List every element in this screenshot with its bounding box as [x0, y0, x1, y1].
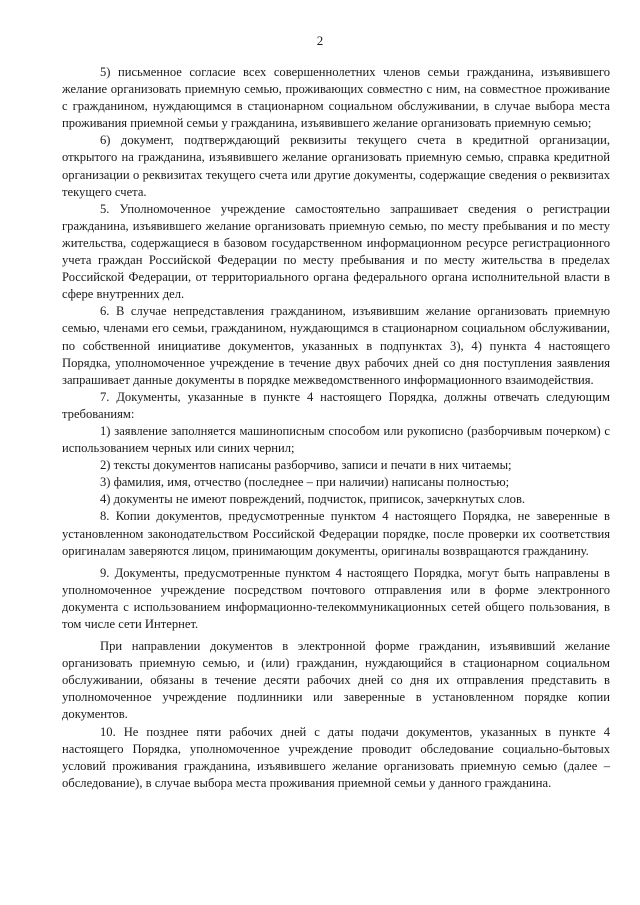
paragraph-requirement-1: 1) заявление заполняется машинописным способом или рукописно (разборчивым почерком) с использованием черных или синих чернил; [62, 423, 610, 456]
paragraph-clause-10: 10. Не позднее пяти рабочих дней с даты подачи документов, указанных в пункте 4 настоящего Порядка, уполномоченное учреждение проводит обследование социально-бытовых условий проживания гражданина, изъявившего желание организовать приемную семью (далее – обследование), в случае выбора места проживания приемной семьи у данного гражданина. [62, 724, 610, 790]
paragraph-requirement-3: 3) фамилия, имя, отчество (последнее – при наличии) написаны полностью; [100, 475, 510, 490]
paragraph-6-bank-account: 6) документ, подтверждающий реквизиты текущего счета в кредитной организации, открытого на гражданина, изъявившего желание организовать приемную семью, справка кредитной организации о реквизитах текущего счета или другие документы, содержащие сведения о реквизитах текущего счета. [62, 133, 610, 199]
paragraph-requirement-2: 2) тексты документов написаны разборчиво, записи и печати в них читаемы; [100, 458, 512, 473]
paragraph-clause-8: 8. Копии документов, предусмотренные пунктом 4 настоящего Порядка, не заверенные в установленном законодательством Российской Федерации порядке, после проверки их соответствия оригиналам заверяются лицом, принимающим документы, оригиналы возвращаются гражданину. [62, 509, 610, 558]
page-number: 2 [316, 33, 324, 48]
paragraph-clause-7: 7. Документы, указанные в пункте 4 настоящего Порядка, должны отвечать следующим требованиям: [62, 389, 610, 421]
document-body [62, 64, 610, 792]
paragraph-clause-5: 5. Уполномоченное учреждение самостоятельно запрашивает сведения о регистрации гражданина, изъявившего желание организовать приемную семью, по месту пребывания и по месту жительства, содержащиеся в базовом государственном информационном ресурсе регистрационного учета граждан Российской Федерации по месту пребывания и по месту жительства в пределах Российской Федерации, от территориального органа федерального органа исполнительной власти в сфере внутренних дел. [62, 201, 610, 302]
paragraph-clause-9: 9. Документы, предусмотренные пунктом 4 настоящего Порядка, могут быть направлены в уполномоченное учреждение посредством почтового отправления или в форме электронного документа с использованием информационно-телекоммуникационных сетей общего пользования, в том числе сети Интернет. [62, 565, 610, 631]
paragraph-5-consent: 5) письменное согласие всех совершеннолетних членов семьи гражданина, изъявившего желание организовать приемную семью, проживающих совместно с ним, на совместное проживание с гражданином, нуждающимся в стационарном социальном обслуживании, в случае выбора места проживания приемной семьи у гражданина, изъявившего желание организовать приемную семью; [62, 65, 610, 131]
paragraph-electronic-submission: При направлении документов в электронной форме гражданин, изъявивший желание организовать приемную семью, и (или) гражданин, нуждающийся в стационарном социальном обслуживании, обязаны в течение десяти рабочих дней со дня их отправления представить в уполномоченное учреждение подлинники или заверенные в установленном порядке копии документов. [62, 639, 610, 722]
paragraph-requirement-4: 4) документы не имеют повреждений, подчисток, приписок, зачеркнутых слов. [100, 492, 526, 507]
paragraph-clause-6: 6. В случае непредставления гражданином, изъявившим желание организовать приемную семью, членами его семьи, гражданином, нуждающимся в стационарном социальном обслуживании, по собственной инициативе документов, указанных в подпунктах 3), 4) пункта 4 настоящего Порядка, уполномоченное учреждение в течение двух рабочих дней со дня поступления заявления запрашивает данные документы в порядке межведомственного информационного взаимодействия. [62, 304, 610, 387]
